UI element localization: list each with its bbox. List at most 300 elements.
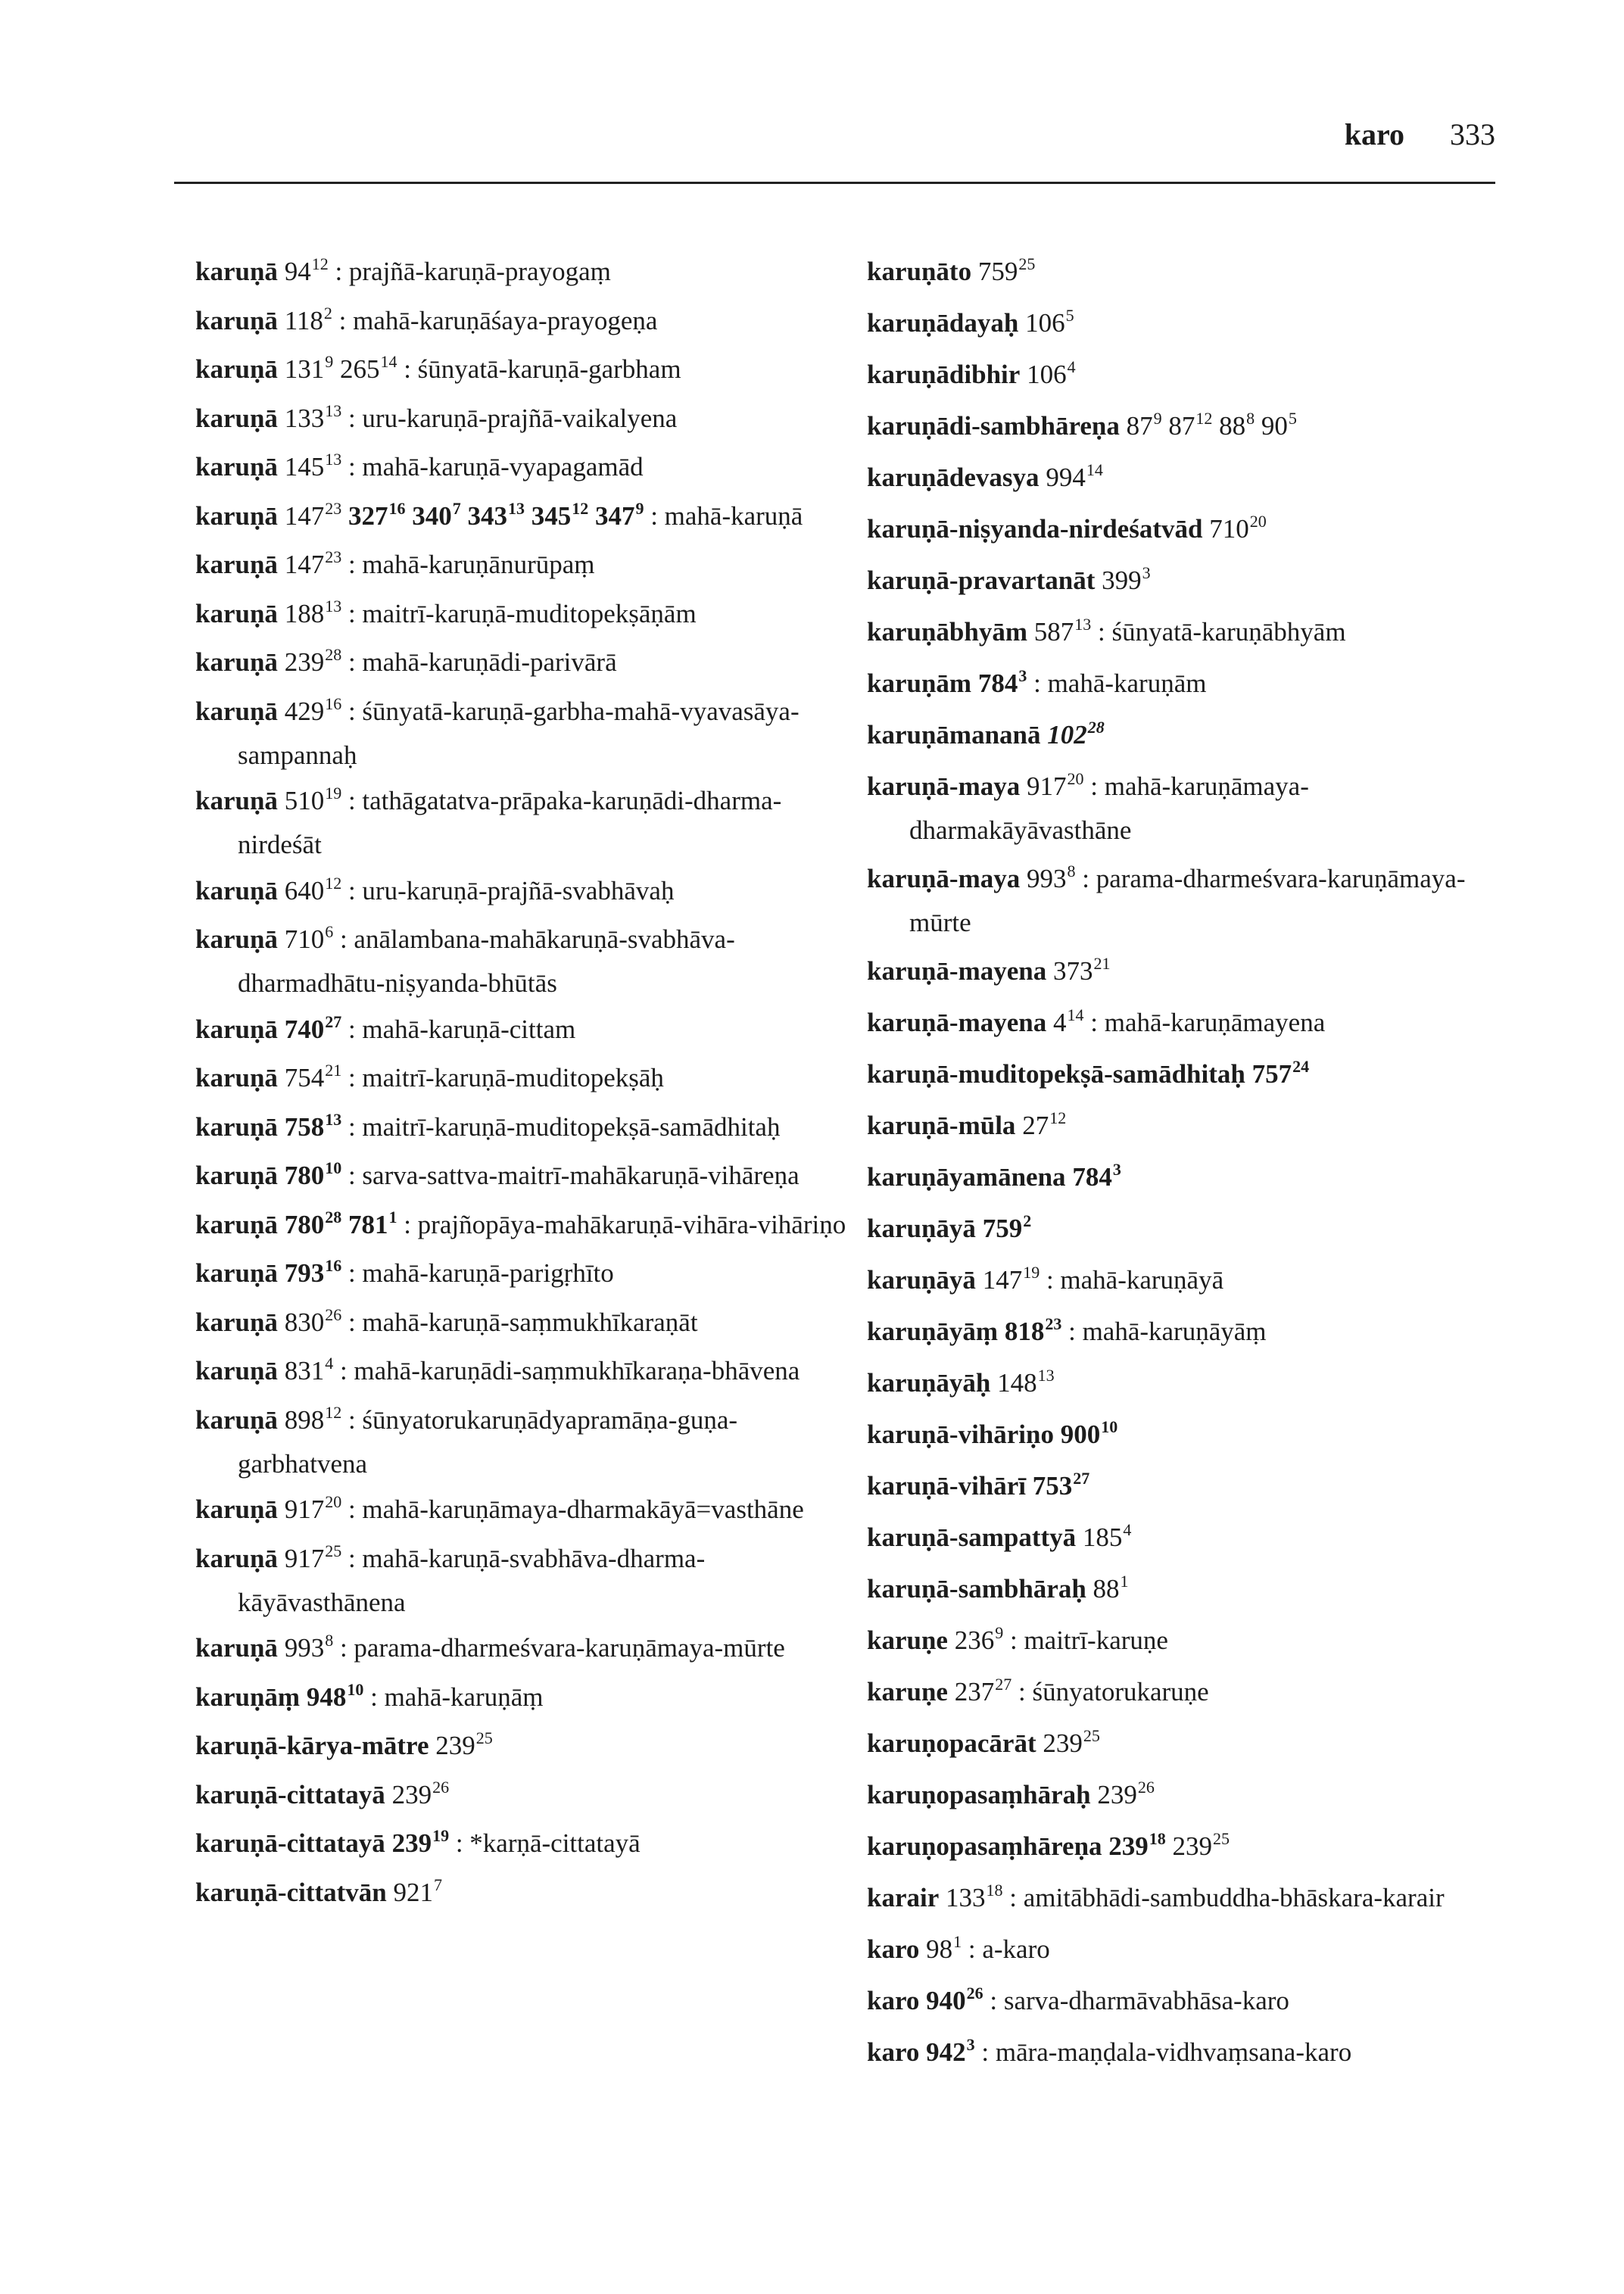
entry-headword: karuṇā: [195, 647, 278, 677]
page-reference: [977, 254, 1036, 286]
entry-context: uru-karuṇā-prajñā-svabhāvaḥ: [362, 875, 675, 905]
context-separator: :: [644, 500, 665, 531]
reference-page: 917: [284, 1543, 325, 1573]
reference-page: 940: [926, 1986, 966, 2015]
page-reference: [348, 498, 406, 531]
page-reference: [982, 1211, 1032, 1243]
reference-line: 2: [1023, 1211, 1032, 1230]
reference-line: 4: [1067, 357, 1076, 376]
index-entry: [867, 1466, 1510, 1510]
page-reference: [1027, 864, 1076, 893]
index-entry: [195, 594, 846, 637]
page-reference: [284, 1158, 342, 1190]
index-entry: [867, 1775, 1510, 1819]
reference-page: 147: [982, 1265, 1023, 1295]
reference-line: 26: [1137, 1778, 1155, 1797]
reference-page: 147: [284, 500, 325, 531]
entry-headword: karuṇā-muditopekṣā-samādhitaḥ: [867, 1059, 1245, 1089]
reference-line: 14: [1067, 1005, 1084, 1024]
index-entry: [867, 766, 1510, 851]
reference-line: 13: [325, 401, 342, 420]
index-entry: [867, 1826, 1510, 1870]
entry-headword: karuṇāyā: [867, 1265, 976, 1295]
reference-page: 898: [284, 1404, 325, 1435]
page-reference: [926, 1986, 983, 2015]
entry-context: mahā-karuṇā-parigṛhīto: [362, 1258, 614, 1288]
entry-headword: karuṇādayaḥ: [867, 308, 1019, 338]
reference-page: 818: [1004, 1317, 1045, 1346]
index-entry: [195, 251, 846, 295]
reference-line: 6: [325, 922, 334, 941]
page-reference: [284, 873, 342, 905]
page-reference: [1004, 1314, 1062, 1346]
index-entry: [195, 919, 846, 1004]
entry-headword: karuṇā: [195, 1404, 278, 1435]
entry-headword: karuṇāṃ: [195, 1682, 301, 1712]
context-separator: :: [341, 786, 363, 815]
page-reference: [1027, 357, 1076, 389]
context-separator: :: [333, 1356, 354, 1385]
reference-page: 587: [1033, 617, 1074, 647]
context-separator: :: [341, 1495, 363, 1524]
reference-line: 12: [325, 1402, 342, 1422]
entry-headword: karuṇā: [195, 1543, 278, 1573]
entry-context: mahā-karuṇāyā: [1060, 1265, 1224, 1295]
entry-context: mahā-karuṇāśaya-prayogeṇa: [353, 305, 658, 335]
reference-page: 757: [1252, 1059, 1292, 1089]
page-reference: [284, 693, 342, 726]
reference-line: 21: [325, 1061, 342, 1080]
page-reference: [340, 354, 397, 384]
entry-context: śūnyatorukaruṇādyapramāṇa-guṇa-garbhatvena: [238, 1404, 738, 1479]
entry-context: mahā-karuṇāṃ: [384, 1682, 544, 1712]
reference-page: 131: [284, 354, 325, 384]
reference-page: 148: [997, 1368, 1037, 1398]
entry-headword: karuṇā-cittatvān: [195, 1877, 387, 1907]
reference-page: 830: [284, 1307, 325, 1337]
entry-headword: karuṇā: [195, 1111, 278, 1142]
entry-headword: karuṇā: [195, 354, 278, 384]
reference-line: 9: [1153, 409, 1162, 428]
page-reference: [1108, 1831, 1166, 1861]
index-entry: [195, 691, 846, 776]
reference-line: 27: [995, 1675, 1012, 1694]
index-entry: [867, 1620, 1510, 1664]
reference-line: 28: [1087, 718, 1105, 737]
index-entry: [195, 544, 846, 588]
reference-page: 948: [306, 1682, 347, 1712]
entry-headword: karuṇā-vihāriṇo: [867, 1420, 1054, 1449]
index-entry: [195, 1009, 846, 1053]
entry-headword: karuṇe: [867, 1625, 948, 1655]
entry-headword: karuṇā: [195, 786, 278, 815]
reference-page: 185: [1082, 1523, 1123, 1552]
page-reference: [977, 666, 1027, 698]
reference-line: 1: [388, 1207, 397, 1226]
context-separator: :: [341, 696, 363, 726]
index-entry: [195, 447, 846, 491]
entry-context: prajñā-karuṇā-prayogaṃ: [348, 257, 611, 286]
page-reference: [435, 1728, 493, 1760]
page-reference: [284, 1492, 342, 1524]
running-header: [174, 114, 1495, 184]
reference-page: 759: [982, 1214, 1023, 1243]
reference-line: 1: [953, 1932, 962, 1951]
index-entry: [195, 1302, 846, 1346]
context-separator: :: [341, 1404, 363, 1435]
context-separator: :: [341, 1307, 363, 1337]
page-reference: [1102, 563, 1151, 595]
context-separator: :: [1040, 1265, 1061, 1295]
index-entry: [867, 1414, 1510, 1458]
entry-context: śūnyatā-karuṇā-garbham: [417, 354, 681, 384]
reference-line: 9: [325, 352, 334, 371]
entry-headword: karuṇā: [195, 403, 278, 433]
page-reference: [392, 1828, 450, 1858]
reference-page: 429: [284, 696, 325, 726]
entry-headword: karuṇā: [195, 1356, 278, 1385]
reference-line: 14: [380, 352, 397, 371]
entry-headword: karo: [867, 1986, 920, 2015]
reference-line: 26: [325, 1304, 342, 1324]
entry-headword: karuṇā: [195, 1633, 278, 1663]
entry-context: maitrī-karuṇā-muditopekṣā-samādhitaḥ: [362, 1111, 781, 1142]
entry-headword: karuṇā: [195, 500, 278, 531]
reference-line: 14: [1086, 460, 1103, 479]
page-reference: [926, 2037, 975, 2067]
reference-page: 106: [1027, 360, 1067, 389]
entry-headword: karuṇābhyām: [867, 617, 1028, 647]
page-reference: [531, 498, 589, 531]
page-number: 333: [1450, 117, 1495, 151]
reference-line: 20: [1249, 512, 1267, 531]
context-separator: :: [341, 1543, 363, 1573]
entry-headword: karuṇā: [195, 1495, 278, 1524]
reference-page: 87: [1126, 411, 1153, 441]
reference-page: 740: [284, 1014, 325, 1044]
reference-page: 942: [926, 2037, 966, 2067]
entry-headword: karuṇopacārāt: [867, 1728, 1036, 1758]
entry-headword: karuṇā: [195, 696, 278, 726]
entry-context: śūnyatā-karuṇābhyām: [1111, 617, 1346, 647]
entry-context: maitrī-karuṇā-muditopekṣāṇām: [362, 598, 697, 628]
reference-page: 780: [284, 1209, 325, 1239]
context-separator: :: [363, 1682, 385, 1712]
entry-headword: karuṇā: [195, 1161, 278, 1190]
reference-page: 917: [1027, 771, 1067, 801]
index-entry: [195, 1400, 846, 1485]
reference-line: 25: [1213, 1829, 1230, 1848]
reference-line: 12: [1049, 1108, 1067, 1127]
page-reference: [1219, 411, 1255, 441]
context-separator: :: [397, 354, 418, 384]
reference-line: 4: [1123, 1520, 1132, 1539]
reference-line: 19: [432, 1826, 450, 1845]
context-separator: :: [341, 875, 363, 905]
reference-line: 20: [1067, 769, 1084, 788]
reference-line: 21: [1093, 954, 1111, 973]
reference-page: 239: [391, 1779, 432, 1809]
index-entry: [195, 1253, 846, 1297]
entry-context: mahā-karuṇānurūpaṃ: [362, 550, 595, 579]
context-separator: :: [341, 598, 363, 628]
reference-page: 133: [946, 1883, 986, 1912]
context-separator: :: [1011, 1677, 1033, 1706]
index-entry: [195, 1725, 846, 1769]
reference-page: 399: [1102, 566, 1142, 595]
index-entry: [867, 560, 1510, 604]
entry-headword: karuṇā-sambhāraḥ: [867, 1574, 1086, 1604]
entry-context: mahā-karuṇāmaya-dharmakāyā=vasthāne: [362, 1495, 804, 1524]
index-entry: [867, 1002, 1510, 1046]
index-entry: [195, 301, 846, 344]
reference-line: 3: [1018, 666, 1027, 685]
entry-headword: karuṇāmananā: [867, 720, 1041, 750]
index-entry: [195, 1677, 846, 1721]
reference-page: 340: [412, 500, 452, 531]
reference-page: 343: [467, 500, 507, 531]
page-reference: [284, 303, 332, 335]
index-entry: [867, 354, 1510, 398]
index-entry: [195, 1872, 846, 1916]
index-entry: [867, 1208, 1510, 1252]
index-entry: [867, 1105, 1510, 1149]
page-reference: [1127, 411, 1162, 441]
reference-page: 94: [284, 257, 311, 286]
entry-headword: karuṇe: [867, 1677, 948, 1706]
index-entry: [867, 1723, 1510, 1767]
page-reference: [946, 1883, 1003, 1912]
page-reference: [1060, 1417, 1118, 1449]
page-reference: [285, 1633, 334, 1663]
entry-context: mahā-karuṇā-svabhāva-dharma-kāyāvasthānena: [238, 1543, 706, 1617]
reference-page: 640: [284, 875, 325, 905]
index-entry: [867, 509, 1510, 553]
context-separator: :: [333, 924, 354, 954]
reference-line: 2: [323, 303, 332, 323]
reference-line: 16: [325, 1256, 342, 1275]
reference-line: 13: [325, 1109, 342, 1129]
entry-context: parama-dharmeśvara-karuṇāmaya-mūrte: [909, 864, 1466, 937]
entry-headword: karuṇāto: [867, 257, 972, 286]
index-entry: [867, 859, 1510, 943]
reference-line: 10: [325, 1158, 342, 1177]
index-entry: [195, 1628, 846, 1672]
entry-headword: karuṇāyāṃ: [867, 1317, 999, 1346]
reference-page: 239: [391, 1828, 432, 1858]
reference-line: 24: [1292, 1057, 1310, 1076]
reference-page: 87: [1168, 411, 1195, 441]
entry-context: māra-maṇḍala-vidhvaṃsana-karo: [995, 2037, 1352, 2067]
index-entry: [867, 1157, 1510, 1201]
reference-page: 710: [1209, 514, 1249, 544]
reference-page: 265: [339, 354, 380, 384]
page-reference: [983, 1265, 1040, 1295]
running-head-word: karo: [1344, 117, 1404, 151]
page-reference: [1261, 411, 1297, 441]
reference-line: 1: [1120, 1572, 1129, 1591]
entry-headword: karuṇādibhir: [867, 360, 1021, 389]
entry-headword: karuṇāyamānena: [867, 1162, 1066, 1192]
entry-headword: karuṇā: [195, 875, 278, 905]
page-reference: [285, 1063, 342, 1092]
reference-line: 4: [325, 1354, 334, 1373]
entry-headword: karair: [867, 1883, 940, 1912]
reference-line: 19: [1023, 1263, 1040, 1282]
page-reference: [284, 254, 329, 286]
reference-page: 236: [954, 1625, 995, 1655]
reference-line: 28: [325, 645, 342, 664]
entry-headword: karuṇā-kārya-mātre: [195, 1731, 429, 1760]
reference-line: 13: [507, 498, 525, 518]
reference-line: 25: [475, 1728, 493, 1747]
index-entry: [195, 871, 846, 915]
entry-context: maitrī-karuṇe: [1024, 1625, 1168, 1655]
reference-page: 145: [284, 452, 325, 482]
entry-headword: karuṇā-vihārī: [867, 1471, 1027, 1501]
reference-line: 12: [572, 498, 589, 518]
reference-line: 3: [966, 2035, 975, 2054]
reference-line: 7: [452, 498, 461, 518]
reference-line: 16: [388, 498, 406, 518]
index-entry: [867, 1929, 1510, 1973]
entry-context: sarva-sattva-maitrī-mahākaruṇā-vihāreṇa: [362, 1161, 800, 1190]
reference-line: 8: [1067, 862, 1076, 881]
reference-page: 239: [1043, 1728, 1083, 1758]
index-entry: [195, 642, 846, 686]
reference-page: 118: [284, 305, 323, 335]
page-reference: [284, 547, 342, 579]
page-reference: [285, 786, 342, 815]
reference-line: 12: [325, 873, 342, 893]
entry-context: śūnyatorukaruṇe: [1032, 1677, 1209, 1706]
reference-page: 347: [594, 500, 635, 531]
reference-line: 5: [1288, 409, 1297, 428]
reference-page: 188: [284, 598, 325, 628]
context-separator: :: [341, 1014, 363, 1044]
entry-headword: karuṇopasaṃhāreṇa: [867, 1831, 1102, 1861]
index-entry: [195, 1107, 846, 1151]
page-reference: [1043, 1728, 1100, 1758]
entry-context: prajñopāya-mahākaruṇā-vihāra-vihāriṇo: [417, 1209, 846, 1239]
reference-page: 239: [284, 647, 325, 677]
page-reference: [284, 498, 342, 531]
left-column: [195, 251, 846, 1921]
reference-line: 16: [325, 693, 342, 713]
page-reference: [284, 1402, 342, 1435]
context-separator: :: [1091, 617, 1112, 647]
index-entry: [867, 1260, 1510, 1304]
reference-page: 831: [284, 1356, 325, 1385]
context-separator: :: [341, 1111, 363, 1142]
entry-headword: karuṇā-sampattyā: [867, 1523, 1077, 1552]
reference-line: 18: [986, 1881, 1003, 1900]
page-reference: [306, 1679, 364, 1712]
index-entry: [867, 1878, 1510, 1922]
entry-context: maitrī-karuṇā-muditopekṣāḥ: [362, 1063, 664, 1092]
entry-context: sarva-dharmāvabhāsa-karo: [1003, 1986, 1289, 2015]
entry-headword: karuṇā: [195, 550, 278, 579]
context-separator: :: [341, 1258, 363, 1288]
reference-page: 147: [284, 550, 325, 579]
context-separator: :: [974, 2037, 996, 2067]
entry-headword: karuṇā: [195, 924, 278, 954]
entry-headword: karuṇā: [195, 305, 278, 335]
reference-line: 7: [434, 1875, 443, 1894]
page-reference: [1168, 411, 1212, 441]
context-separator: :: [328, 257, 349, 286]
reference-page: 327: [348, 500, 388, 531]
entry-context: anālambana-mahākaruṇā-svabhāva-dharmadhātu-niṣyanda-bhūtās: [238, 924, 735, 998]
context-separator: :: [341, 1161, 363, 1190]
entry-context: mahā-karuṇādi-saṃmukhīkaraṇa-bhāvena: [354, 1356, 800, 1385]
page-reference: [285, 1258, 342, 1288]
reference-page: 510: [284, 786, 325, 815]
page-reference: [1034, 617, 1092, 647]
index-entry: [867, 1363, 1510, 1407]
reference-page: 27: [1022, 1111, 1049, 1140]
reference-page: 754: [284, 1063, 325, 1092]
entry-headword: karuṇā: [195, 1209, 278, 1239]
page-reference: [1082, 1520, 1132, 1552]
context-separator: :: [341, 647, 363, 677]
entry-headword: karuṇā: [195, 598, 278, 628]
reference-line: 9: [635, 498, 644, 518]
reference-page: 106: [1025, 308, 1065, 338]
page-reference: [955, 1625, 1004, 1655]
context-separator: :: [449, 1828, 470, 1858]
entry-headword: karuṇām: [867, 669, 972, 698]
entry-headword: karuṇā-maya: [867, 771, 1021, 801]
reference-line: 28: [325, 1207, 342, 1226]
page-reference: [1033, 1471, 1090, 1501]
page-reference: [285, 647, 342, 677]
page-reference: [955, 1677, 1012, 1706]
entry-context: mahā-karuṇā-cittam: [362, 1014, 576, 1044]
entry-headword: karuṇā-mayena: [867, 1008, 1047, 1037]
index-entry: [867, 457, 1510, 501]
reference-line: 10: [347, 1679, 364, 1699]
reference-page: 784: [977, 669, 1018, 698]
reference-page: 710: [284, 924, 325, 954]
reference-page: 993: [284, 1633, 325, 1663]
page-reference: [348, 1207, 397, 1239]
reference-line: 13: [325, 450, 342, 469]
context-separator: :: [1075, 864, 1096, 893]
page-reference: [1025, 308, 1074, 338]
page-reference: [1097, 1780, 1155, 1809]
entry-headword: karuṇā: [195, 1307, 278, 1337]
reference-line: 12: [1195, 409, 1213, 428]
page-reference: [284, 1541, 342, 1573]
page-reference: [1072, 1162, 1121, 1192]
reference-line: 3: [1142, 563, 1151, 582]
entry-headword: karuṇāyāḥ: [867, 1368, 991, 1398]
entry-headword: karuṇāyā: [867, 1214, 976, 1243]
index-entry: [867, 1672, 1510, 1716]
entry-context: a-karo: [982, 1934, 1050, 1964]
page-reference: [284, 1304, 342, 1337]
entry-headword: karuṇā: [195, 1014, 278, 1044]
index-entry: [195, 1058, 846, 1102]
reference-page: 239: [1108, 1831, 1149, 1861]
reference-page: 239: [1172, 1831, 1213, 1861]
entry-headword: karuṇā: [195, 1063, 278, 1092]
context-separator: :: [341, 452, 363, 482]
index-entry: [867, 406, 1510, 450]
index-entry: [867, 715, 1510, 759]
index-entry: [867, 251, 1510, 295]
